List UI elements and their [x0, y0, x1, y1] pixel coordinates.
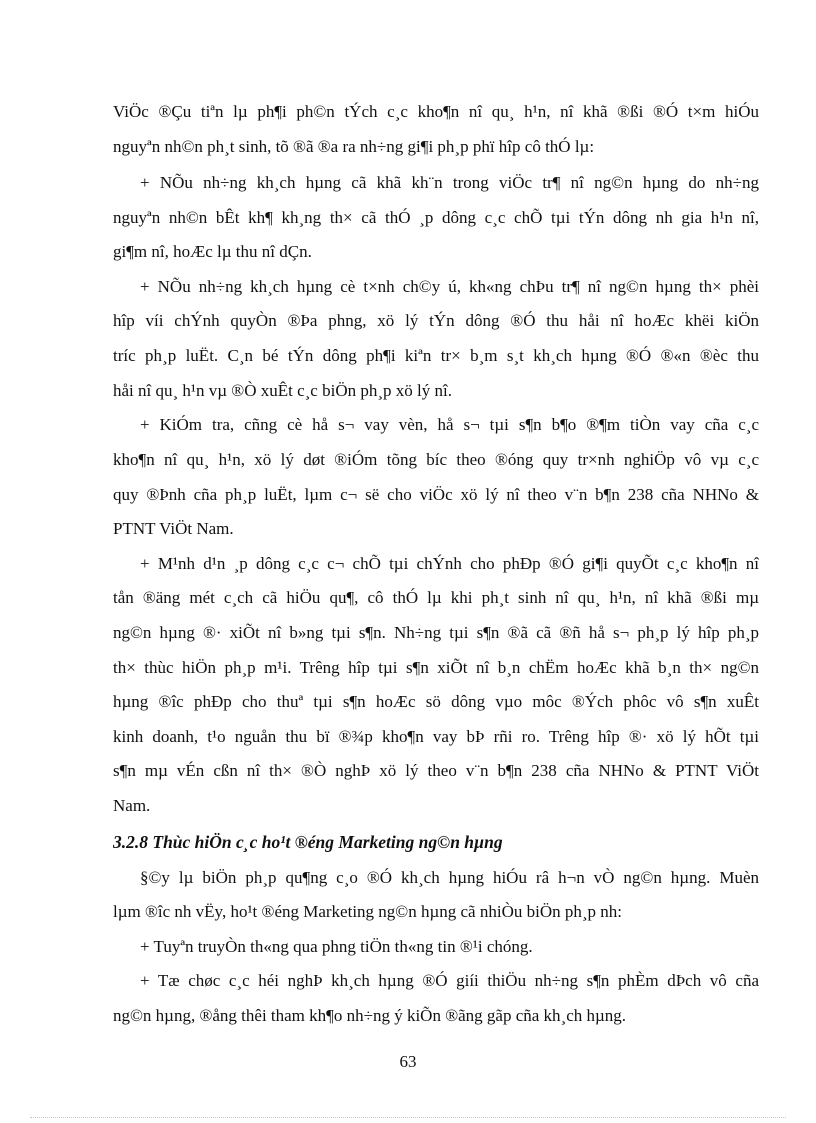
text-line: tríc ph¸p luËt. C¸n bé tÝn dông ph¶i kiªn tr× b¸m s¸t kh¸ch hµng ®Ó ®«n ®èc thu	[113, 346, 759, 365]
text-line: th× thùc hiÖn ph¸p m¹i. Trêng hîp tµi s¶n xiÕt nî b¸n chËm hoÆc khã b¸n th× ng©n	[113, 658, 759, 677]
text-line: + NÕu nh÷ng kh¸ch hµng cè t×nh ch©y ú, kh«ng chÞu tr¶ nî ng©n hµng th× phèi	[140, 277, 759, 296]
text-line: håi nî qu¸ h¹n vµ ®Ò xuÊt c¸c biÖn ph¸p xö lý nî.	[113, 381, 452, 400]
text-line: lµm ®îc nh vËy, ho¹t ®éng Marketing ng©n hµng cã nhiÒu biÖn ph¸p nh:	[113, 902, 622, 921]
text-line: PTNT ViÖt Nam.	[113, 519, 234, 538]
text-line: + M¹nh d¹n ¸p dông c¸c c¬ chÕ tµi chÝnh cho phÐp ®Ó gi¶i quyÕt c¸c kho¶n nî	[140, 554, 759, 573]
text-line: tån ®äng mét c¸ch cã hiÖu qu¶, cô thÓ lµ khi ph¸t sinh nî qu¸ h¹n, nî khã ®ßi mµ	[113, 588, 759, 607]
text-line: hµng ®îc phÐp cho thuª tµi s¶n hoÆc sö dông vµo môc ®Ých phôc vô s¶n xuÊt	[113, 692, 759, 711]
text-line: gi¶m nî, hoÆc lµ thu nî dÇn.	[113, 242, 312, 261]
page-bottom-divider	[30, 1117, 786, 1118]
text-line: §©y lµ biÖn ph¸p qu¶ng c¸o ®Ó kh¸ch hµng hiÓu râ h¬n vÒ ng©n hµng. Muèn	[140, 868, 759, 887]
text-line: ng©n hµng, ®ång thêi tham kh¶o nh÷ng ý kiÕn ®ãng gãp cña kh¸ch hµng.	[113, 1006, 627, 1025]
text-line: ng©n hµng ®· xiÕt nî b»ng tµi s¶n. Nh÷ng tµi s¶n ®ã cã ®ñ hå s¬ ph¸p lý hîp ph¸p	[113, 623, 759, 642]
text-line: + NÕu nh÷ng kh¸ch hµng cã khã kh¨n trong viÖc tr¶ nî ng©n hµng do nh÷ng	[140, 173, 759, 192]
text-line: Nam.	[113, 796, 151, 815]
section-heading: 3.2.8 Thùc hiÖn c¸c ho¹t ®éng Marketing ng©n hµng	[113, 832, 503, 852]
text-line: kinh doanh, t¹o nguån thu bï ®¾p kho¶n vay bÞ rñi ro. Trêng hîp ®· xö lý hÕt tµi	[113, 727, 759, 746]
text-line: + Tæ chøc c¸c héi nghÞ kh¸ch hµng ®Ó giíi thiÖu nh÷ng s¶n phÈm dÞch vô cña	[140, 971, 759, 990]
text-line: + Tuyªn truyÒn th«ng qua phng tiÖn th«ng tin ®¹i chóng.	[140, 937, 533, 956]
text-line: nguyªn nh©n bÊt kh¶ kh¸ng th× cã thÓ ¸p dông c¸c chÕ tµi tÝn dông nh gia h¹n nî,	[113, 208, 759, 227]
text-line: s¶n mµ vÉn cßn nî th× ®Ò nghÞ xö lý theo v¨n b¶n 238 cña NHNo & PTNT ViÖt	[113, 761, 759, 780]
text-line: quy ®Þnh cña ph¸p luËt, lµm c¬ së cho viÖc xö lý nî theo v¨n b¶n 238 cña NHNo &	[113, 485, 759, 504]
text-line: hîp víi chÝnh quyÒn ®Þa phng, xö lý tÝn dông ®Ó thu håi nî hoÆc khëi kiÖn	[113, 311, 759, 330]
text-line: ViÖc ®Çu tiªn lµ ph¶i ph©n tÝch c¸c kho¶n nî qu¸ h¹n, nî khã ®ßi ®Ó t×m hiÓu	[113, 102, 759, 121]
text-line: + KiÓm tra, cñng cè hå s¬ vay vèn, hå s¬ tµi s¶n b¶o ®¶m tiÒn vay cña c¸c	[140, 415, 759, 434]
text-line: nguyªn nh©n ph¸t sinh, tõ ®ã ®a ra nh÷ng gi¶i ph¸p phï hîp cô thÓ lµ:	[113, 137, 595, 156]
page-number: 63	[399, 1052, 417, 1071]
text-line: kho¶n nî qu¸ h¹n, xö lý døt ®iÓm tõng bíc theo ®óng quy tr×nh nghiÖp vô vµ c¸c	[113, 450, 759, 469]
